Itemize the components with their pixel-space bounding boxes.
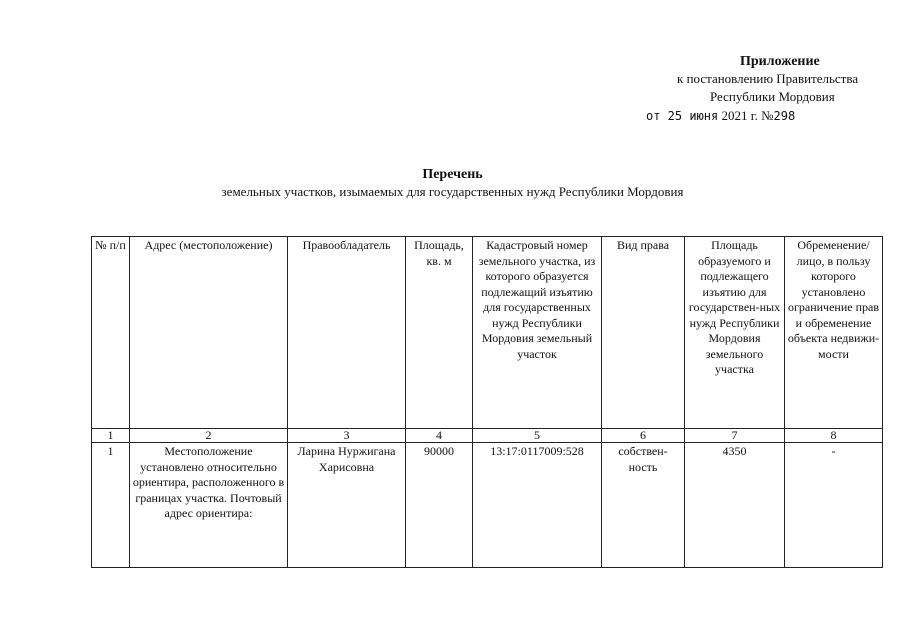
cell-seized-area: 4350 (685, 443, 785, 568)
table-header-row (92, 237, 883, 429)
decree-number: 298 (773, 109, 796, 123)
appendix-subtitle-line2: Республики Мордовия (710, 89, 835, 104)
appendix-title: Приложение (740, 54, 820, 69)
column-number: 6 (602, 429, 685, 443)
column-header-area: Площадь, кв. м (406, 237, 473, 429)
column-number: 1 (92, 429, 130, 443)
parcel-table (91, 236, 883, 568)
cell-cadastral: 13:17:0117009:528 (473, 443, 602, 568)
column-header-number: № п/п (92, 237, 130, 429)
column-number: 2 (130, 429, 288, 443)
column-number: 5 (473, 429, 602, 443)
column-header-right-type: Вид права (602, 237, 685, 429)
column-number: 8 (785, 429, 883, 443)
cell-right-type: собствен-ность (602, 443, 685, 568)
appendix-subtitle-line1: к постановлению Правительства (677, 71, 859, 86)
list-title: Перечень (422, 167, 483, 182)
column-number-row (92, 429, 883, 443)
cell-area: 90000 (406, 443, 473, 568)
column-header-encumbrance: Обременение/ лицо, в пользу которого установлено ограничение прав и обременение объекта недвижи-мости (785, 237, 883, 429)
column-header-seized-area: Площадь образуемого и подлежащего изъятию для государствен-ных нужд Республики Мордовия земельного участка (685, 237, 785, 429)
decree-date-stamp: от 25 июня (646, 109, 719, 123)
cell-encumbrance: - (785, 443, 883, 568)
column-header-cadastral: Кадастровый номер земельного участка, из которого образуется подлежащий изъятию для государственных нужд Республики Мордовия земельный участок (473, 237, 602, 429)
table-row (92, 443, 883, 568)
cell-address: Местоположение установлено относительно ориентира, расположенного в границах участка. Почтовый адрес ориентира: (130, 443, 288, 568)
column-number: 4 (406, 429, 473, 443)
column-number: 7 (685, 429, 785, 443)
decree-date-line (646, 108, 795, 124)
cell-number: 1 (92, 443, 130, 568)
column-header-address: Адрес (местоположение) (130, 237, 288, 429)
list-subtitle: земельных участков, изымаемых для государственных нужд Республики Мордовия (221, 184, 684, 199)
column-number: 3 (288, 429, 406, 443)
column-header-owner: Правообладатель (288, 237, 406, 429)
decree-year: 2021 г. № (718, 108, 774, 123)
parcel-table-container (91, 236, 883, 568)
cell-owner: Ларина Нуржигана Харисовна (288, 443, 406, 568)
